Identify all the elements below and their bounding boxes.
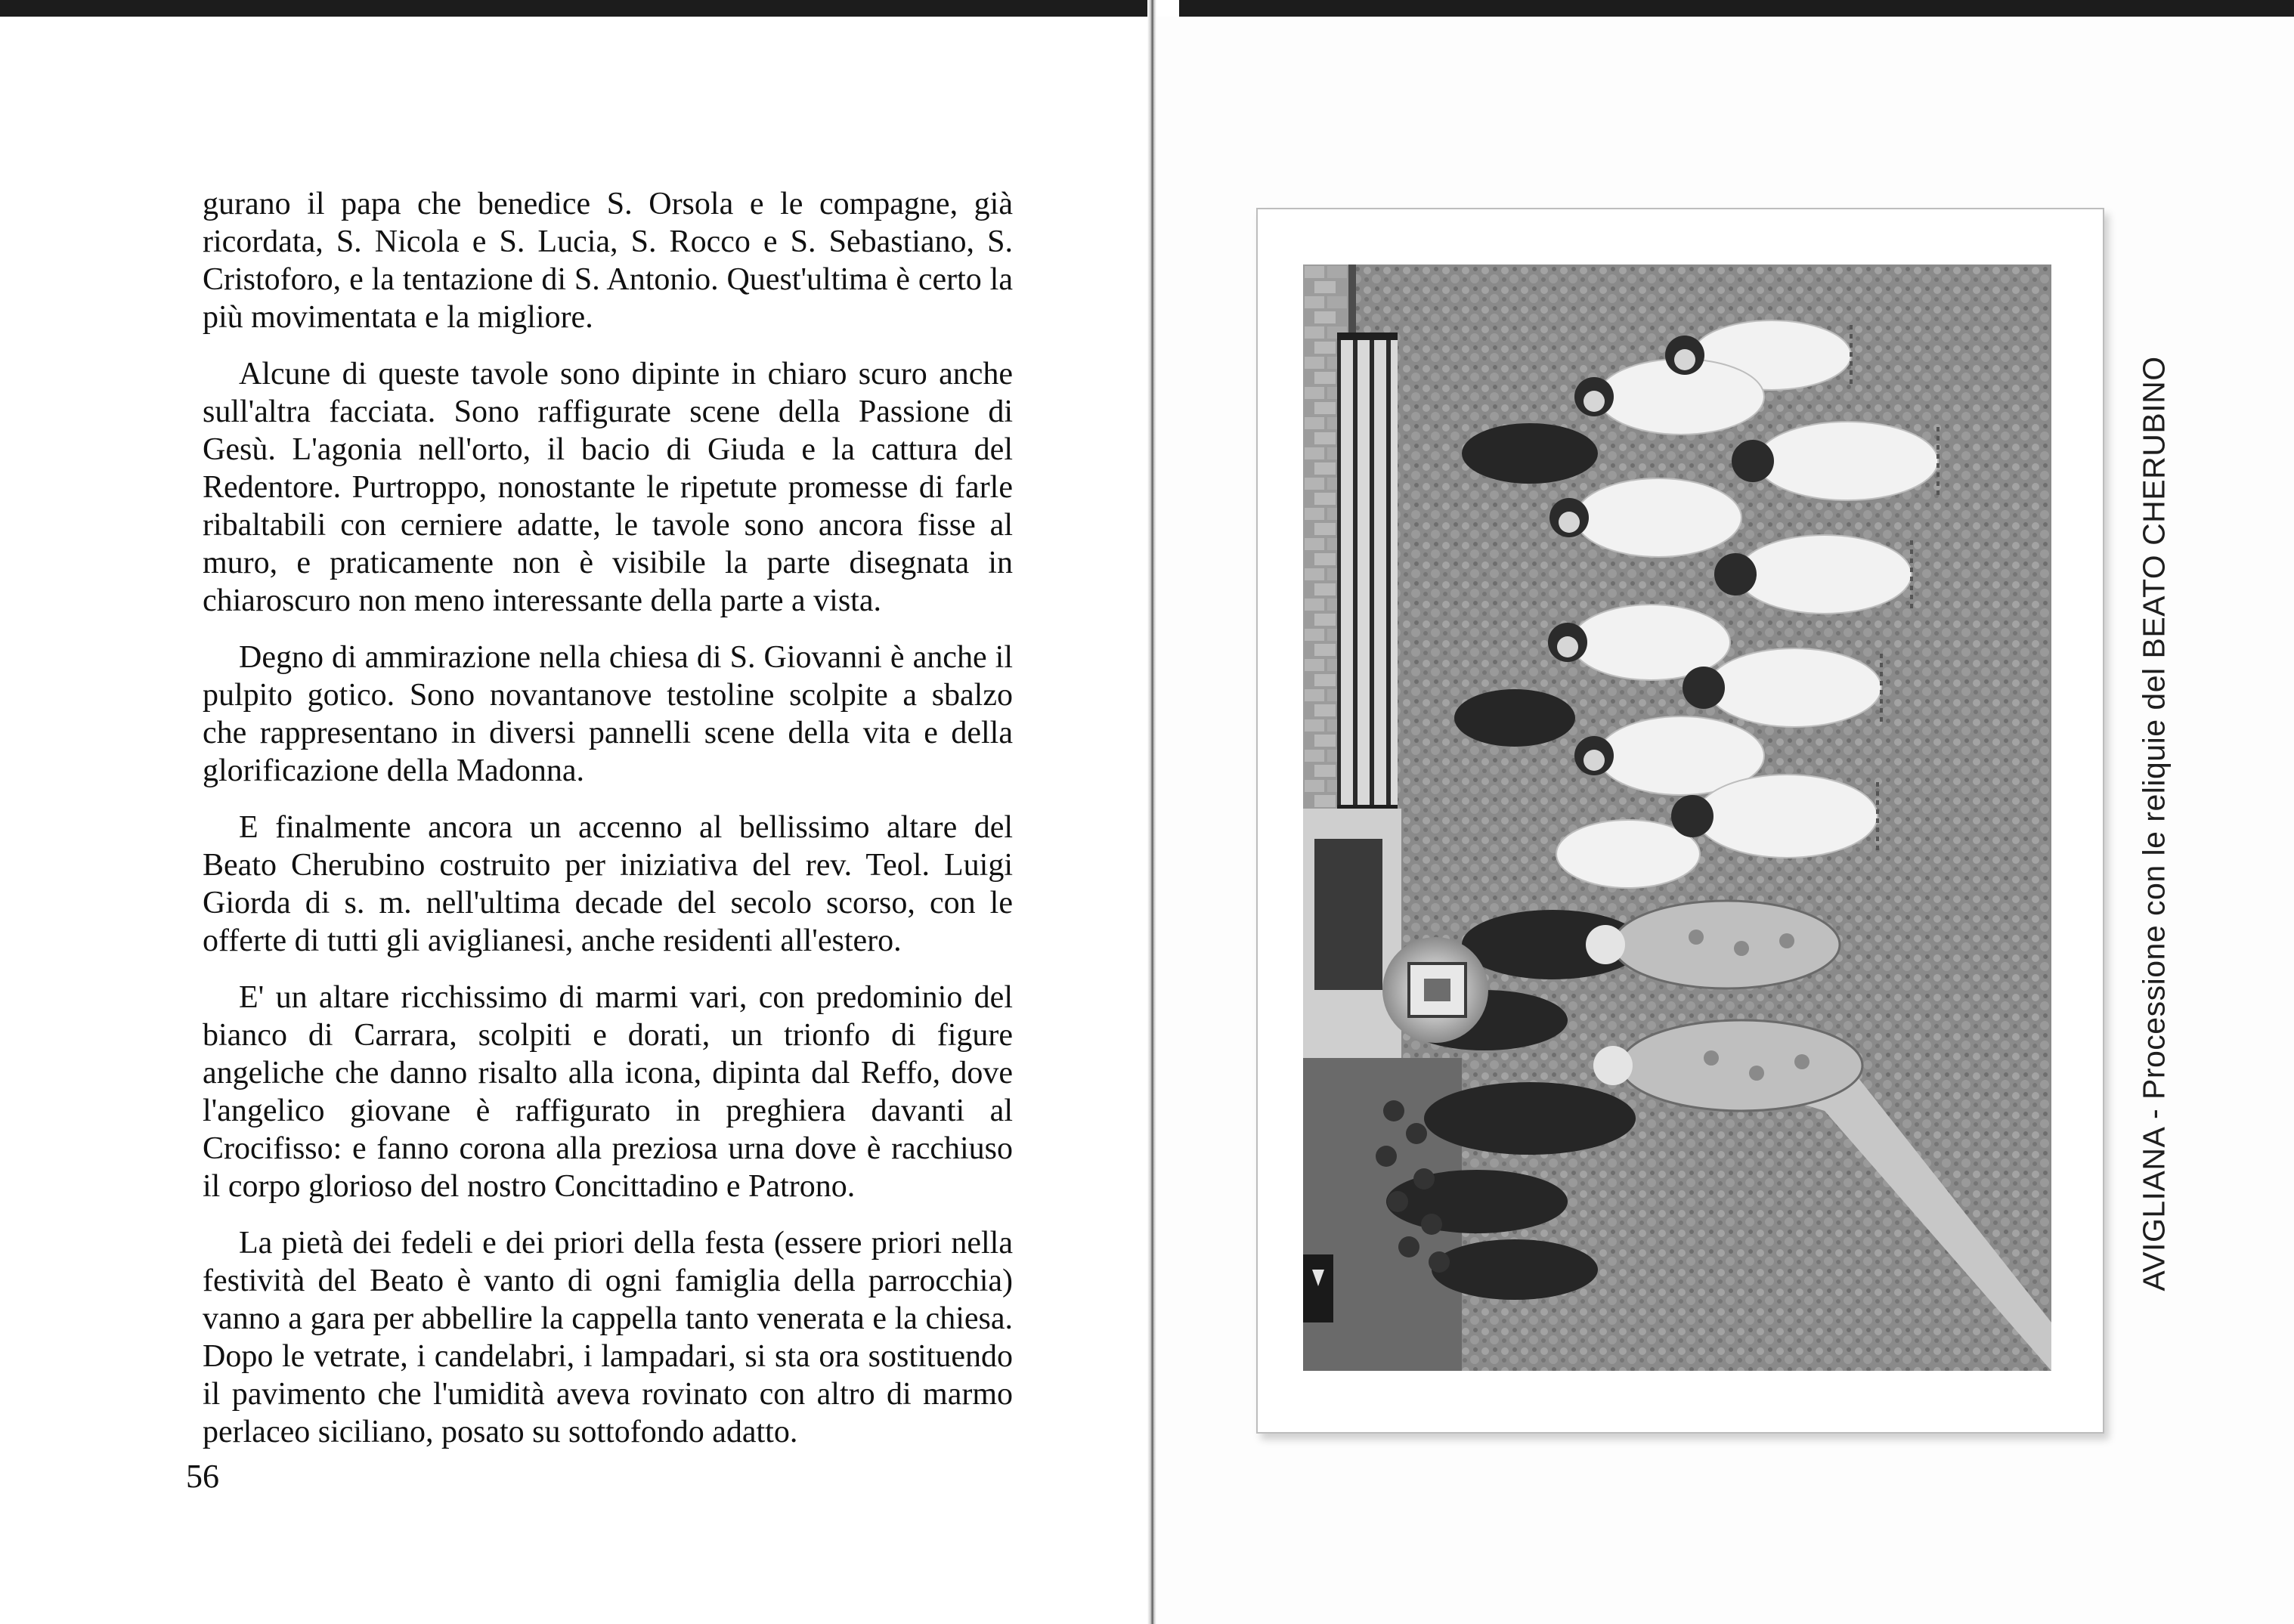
page-number: 56	[186, 1458, 219, 1495]
paragraph-5: E' un altare ricchissimo di marmi vari, con predominio del bianco di Carrara, scolpiti e dorati, un trionfo di figure angeliche che danno risalto alla icona, dipinta dal Reffo, dove l'angelico giovane è raffigurato in preghiera davanti al Crocifisso: e fanno corona alla preziosa urna dove è racchiuso il corpo glorioso del nostro Concittadino e Patrono.	[203, 980, 1013, 1204]
photo-caption: AVIGLIANA - Processione con le reliquie del BEATO CHERUBINO	[2136, 356, 2172, 1291]
procession-photo-illustration	[1303, 264, 2051, 1371]
book-gutter	[1147, 0, 1156, 1624]
procession-photo	[1303, 264, 2051, 1371]
paragraph-3: Degno di ammirazione nella chiesa di S. Giovanni è anche il pulpito gotico. Sono novantanove testoline scolpite a sbalzo che rappresentano in diversi pannelli scene della vita e della glorificazione della Madonna.	[203, 640, 1013, 788]
left-page-text	[203, 185, 1013, 1470]
paragraph-6: La pietà dei fedeli e dei priori della festa (essere priori nella festività del Beato è vanto di ogni famiglia della parrocchia) vanno a gara per abbellire la cappella tanto venerata e la chiesa. Dopo le vetrate, i candelabri, i lampadari, si sta ora sostituendo il pavimento che l'umidità aveva rovinato con altro di marmo perlaceo siciliano, posato su sottofondo adatto.	[203, 1226, 1013, 1449]
paragraph-1: gurano il papa che benedice S. Orsola e le compagne, già ricordata, S. Nicola e S. Lucia, S. Rocco e S. Sebastiano, S. Cristoforo, e la tentazione di S. Antonio. Quest'ultima è certo la più movimentata e la migliore.	[203, 187, 1013, 335]
paragraph-2: Alcune di queste tavole sono dipinte in chiaro scuro anche sull'altra facciata. Sono raffigurate scene della Passione di Gesù. L'agonia nell'orto, il bacio di Giuda e la cattura del Redentore. Purtroppo, nonostante le ripetute promesse di farle ribaltabili con cerniere adatte, le tavole sono ancora fisse al muro, e praticamente non è visibile la parte disegnata in chiaroscuro non meno interessante della parte a vista.	[203, 357, 1013, 618]
caption-area	[2079, 356, 2230, 1291]
paragraph-4: E finalmente ancora un accenno al bellissimo altare del Beato Cherubino costruito per iniziativa del rev. Teol. Luigi Giorda di s. m. nell'ultima decade del secolo scorso, con le offerte di tutti gli aviglianesi, anche residenti all'estero.	[203, 810, 1013, 958]
